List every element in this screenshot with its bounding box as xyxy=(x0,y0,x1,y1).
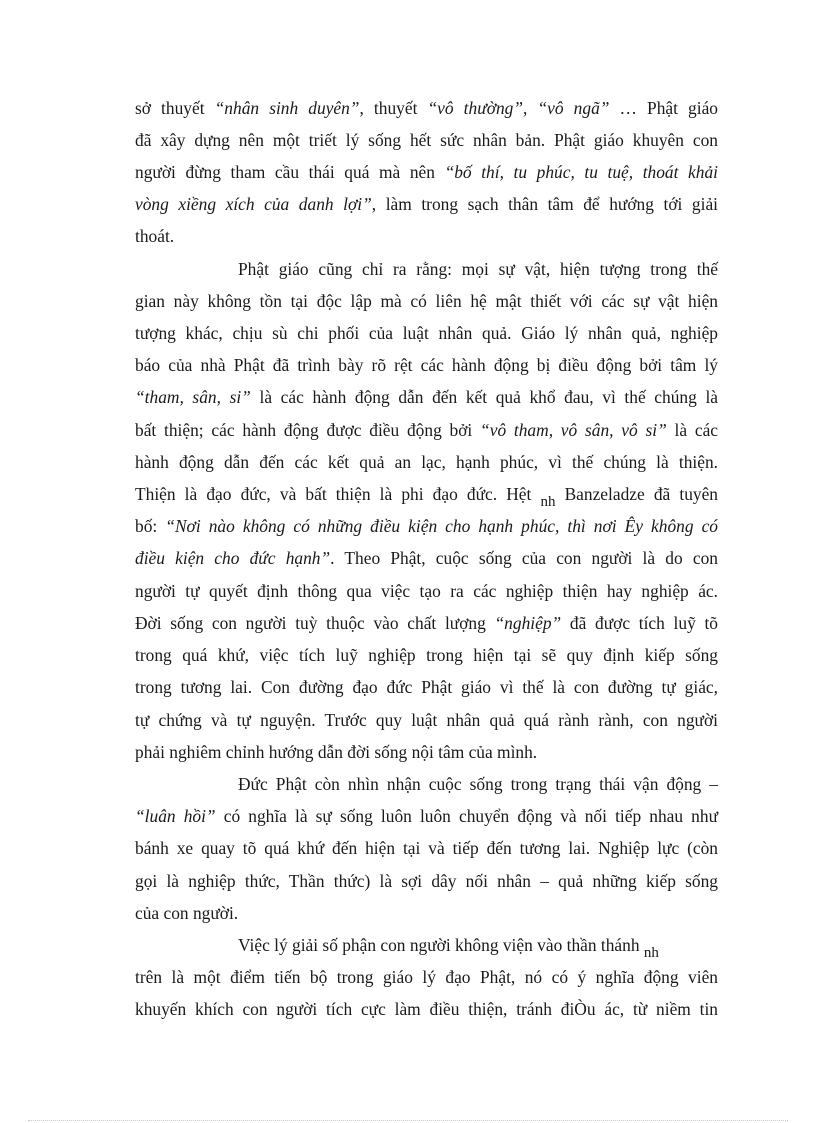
text-line: báo của nhà Phật đã trình bày rõ rệt các hành động bị điều động bởi tâm lý xyxy=(135,355,718,375)
text-line: Thiện là đạo đức, và bất thiện là phi đạo đức. Hệt nh Banzeladze đã tuyên xyxy=(135,484,718,510)
text-line: tự chứng và tự nguyện. Trước quy luật nhân quả quá rành rành, con người xyxy=(135,710,718,730)
text-line: “luân hồi” có nghĩa là sự sống luôn luôn chuyển động và nối tiếp nhau như xyxy=(135,806,718,826)
text-line: khuyến khích con người tích cực làm điều thiện, tránh điÒu ác, từ niềm tin xyxy=(135,999,718,1019)
text-line: tượng khác, chịu sù chi phối của luật nhân quả. Giáo lý nhân quả, nghiệp xyxy=(135,323,718,343)
text-line: bánh xe quay tõ quá khứ đến hiện tại và tiếp đến tương lai. Nghiệp lực (còn xyxy=(135,838,718,858)
text-line: trong tương lai. Con đường đạo đức Phật giáo vì thế là con đường tự giác, xyxy=(135,677,718,697)
text-line: trên là một điểm tiến bộ trong giáo lý đạo Phật, nó có ý nghĩa động viên xyxy=(135,967,718,987)
text-line: trong quá khứ, việc tích luỹ nghiệp trong hiện tại sẽ quy định kiếp sống xyxy=(135,645,718,665)
text-line: phải nghiêm chỉnh hướng dẫn đời sống nội tâm của mình. xyxy=(135,742,538,762)
text-line: vòng xiềng xích của danh lợi”, làm trong sạch thân tâm để hướng tới giải xyxy=(135,194,718,214)
text-line: gọi là nghiệp thức, Thần thức) là sợi dây nối nhân – quả những kiếp sống xyxy=(135,871,718,891)
text-line: Phật giáo cũng chỉ ra rằng: mọi sự vật, hiện tượng trong thế xyxy=(238,259,718,279)
text-line: Đời sống con người tuỳ thuộc vào chất lượng “nghiệp” đã được tích luỹ tõ xyxy=(135,613,718,633)
text-line: “tham, sân, si” là các hành động dẫn đến kết quả khổ đau, vì thế chúng là xyxy=(135,387,718,407)
text-line: người tự quyết định thông qua việc tạo ra các nghiệp thiện hay nghiệp ác. xyxy=(135,581,718,601)
text-line: Đức Phật còn nhìn nhận cuộc sống trong trạng thái vận động – xyxy=(238,774,718,794)
text-line: gian này không tồn tại độc lập mà có liên hệ mật thiết với các sự vật hiện xyxy=(135,291,718,311)
text-line: bất thiện; các hành động được điều động bởi “vô tham, vô sân, vô si” là các xyxy=(135,420,719,440)
text-line: người đừng tham cầu thái quá mà nên “bố thí, tu phúc, tu tuệ, thoát khải xyxy=(135,162,718,182)
text-line: Việc lý giải số phận con người không viện vào thần thánh nh xyxy=(238,935,659,961)
text-line: đã xây dựng nên một triết lý sống hết sức nhân bản. Phật giáo khuyên con xyxy=(135,130,718,150)
text-line: thoát. xyxy=(135,226,175,246)
text-line: điều kiện cho đức hạnh”. Theo Phật, cuộc sống của con người là do con xyxy=(135,548,719,568)
text-line: của con người. xyxy=(135,903,239,923)
text-line: sở thuyết “nhân sinh duyên”, thuyết “vô thường”, “vô ngã” … Phật giáo xyxy=(135,98,718,118)
page-bottom-divider xyxy=(28,1120,788,1121)
text-line: bố: “Nơi nào không có những điều kiện cho hạnh phúc, thì nơi Êy không có xyxy=(135,516,718,536)
text-line: hành động dẫn đến các kết quả an lạc, hạnh phúc, vì thế chúng là thiện. xyxy=(135,452,718,472)
